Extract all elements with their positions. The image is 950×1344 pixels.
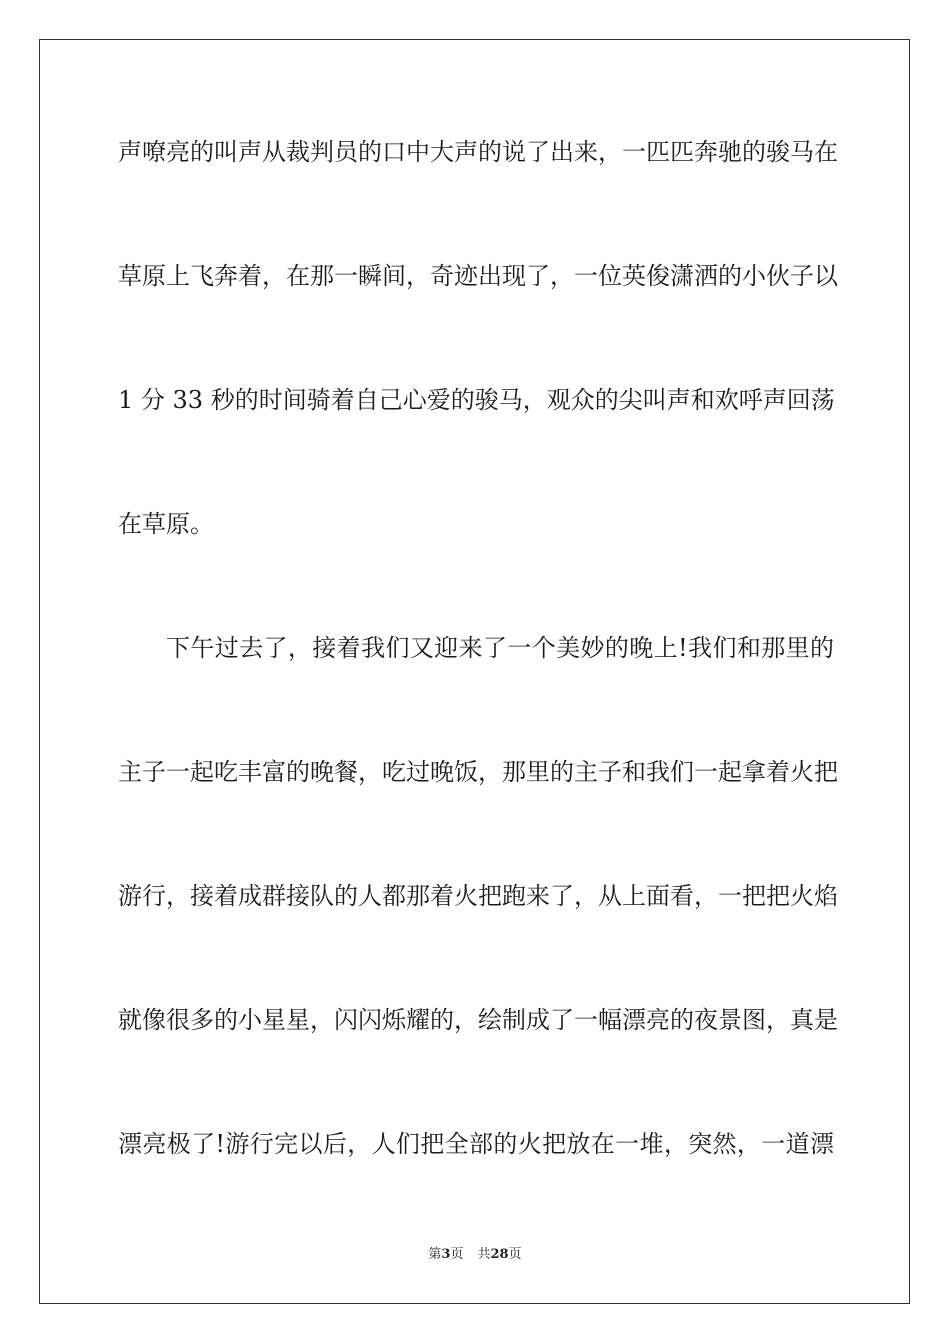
body-line-4: 在草原。	[118, 510, 214, 538]
footer-page-prefix: 第	[428, 1247, 442, 1262]
body-line-1: 声嘹亮的叫声从裁判员的口中大声的说了出来，一匹匹奔驰的骏马在	[118, 138, 838, 166]
footer-page-current: 3	[441, 1247, 451, 1262]
page-footer	[0, 1246, 950, 1264]
body-line-7: 游行，接着成群接队的人都那着火把跑来了，从上面看，一把把火焰	[118, 882, 838, 910]
body-line-5: 下午过去了，接着我们又迎来了一个美妙的晚上!我们和那里的	[166, 634, 834, 662]
footer-page-suffix: 页	[450, 1247, 464, 1262]
body-line-9: 漂亮极了!游行完以后，人们把全部的火把放在一堆，突然，一道漂	[118, 1130, 834, 1158]
footer-total-suffix: 页	[508, 1247, 522, 1262]
body-line-3: 1 分 33 秒的时间骑着自己心爱的骏马，观众的尖叫声和欢呼声回荡	[118, 386, 835, 414]
footer-total-prefix: 共	[477, 1247, 491, 1262]
body-line-6: 主子一起吃丰富的晚餐，吃过晚饭，那里的主子和我们一起拿着火把	[118, 758, 838, 786]
body-line-8: 就像很多的小星星，闪闪烁耀的，绘制成了一幅漂亮的夜景图，真是	[118, 1006, 838, 1034]
footer-page-total: 28	[490, 1247, 509, 1262]
page-border	[39, 39, 910, 1304]
body-line-2: 草原上飞奔着，在那一瞬间，奇迹出现了，一位英俊潇洒的小伙子以	[118, 262, 838, 290]
